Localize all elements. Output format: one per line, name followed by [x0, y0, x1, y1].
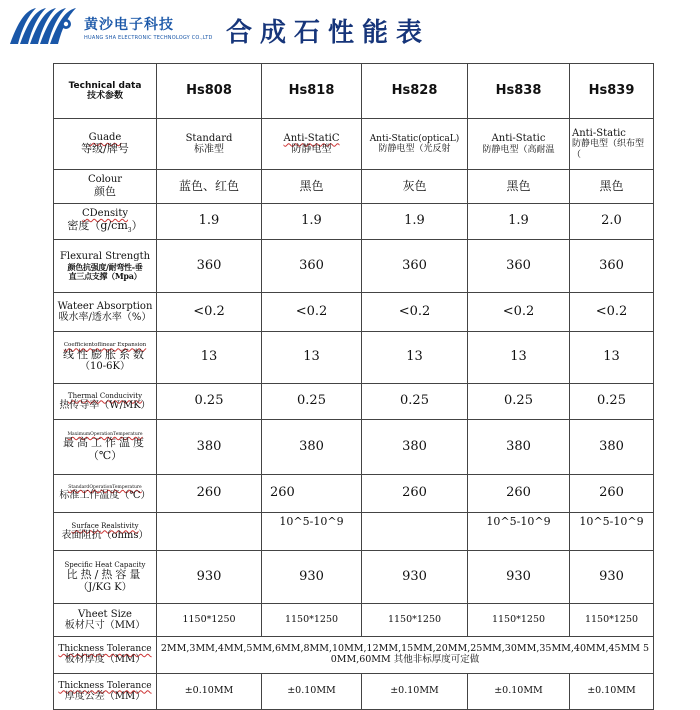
grade-en: Anti-StatiC: [283, 132, 340, 144]
logo-waves-icon: [6, 4, 78, 52]
row-label-cn2: 直三点支撑（Mpa）: [68, 270, 142, 281]
table-row-sheet-size: [54, 604, 654, 637]
grade-cn: 防静电型: [291, 144, 332, 155]
value-cell: 360: [262, 240, 362, 293]
table-row-flexural: [54, 240, 654, 293]
value-cell: 1.9: [157, 204, 262, 240]
table-header-row: [54, 64, 654, 119]
value-cell: 380: [157, 420, 262, 475]
row-label-en: Thickness Tolerance: [58, 680, 152, 691]
value-cell: 360: [570, 240, 654, 293]
grade-en: Anti-Static: [491, 133, 546, 145]
table-row-thermal-conductivity: [54, 384, 654, 420]
row-label-cell: [54, 119, 157, 170]
value-cell: 黑色: [468, 170, 570, 204]
row-label-en: Vheet Size: [78, 608, 132, 620]
value-cell: 930: [570, 551, 654, 604]
row-label-cn: 标准工作温度（℃）: [59, 490, 151, 502]
value-cell: ±0.10MM: [468, 674, 570, 710]
value-cell: 13: [468, 332, 570, 384]
value-cell: 黑色: [570, 170, 654, 204]
grade-cell: [362, 119, 468, 170]
value-cell: 1.9: [468, 204, 570, 240]
table-row-density: [54, 204, 654, 240]
value-cell: 0.25: [262, 384, 362, 420]
table-row-expansion: [54, 332, 654, 384]
row-label-en: Specific Heat Capacity: [64, 560, 146, 569]
value-cell: 黑色: [262, 170, 362, 204]
value-cell: 13: [362, 332, 468, 384]
value-cell: 930: [468, 551, 570, 604]
value-cell: <0.2: [157, 293, 262, 332]
row-label-cell: [54, 240, 157, 293]
row-label-en: Flexural Strength: [59, 251, 151, 263]
value-cell: 10^5-10^9: [570, 513, 654, 551]
row-label-cell: [54, 384, 157, 420]
value-cell: 360: [157, 240, 262, 293]
row-label-en: Surface Realstivity: [71, 521, 139, 530]
grade-cell: [157, 119, 262, 170]
row-label-en: Thermal Conducivity: [67, 391, 143, 400]
row-label-cell: [54, 293, 157, 332]
row-label-cell: [54, 420, 157, 475]
value-cell: 260: [570, 475, 654, 513]
row-label-cn2: （J/KG K）: [78, 581, 132, 593]
value-cell: 1150*1250: [157, 604, 262, 637]
row-label-cn: 吸水率/透水率（%）: [58, 312, 152, 323]
value-cell: 1150*1250: [362, 604, 468, 637]
value-cell: 1150*1250: [262, 604, 362, 637]
row-label-cn: 比热/热容量: [66, 567, 144, 581]
value-cell: 360: [362, 240, 468, 293]
value-cell: 260: [468, 475, 570, 513]
row-label-cn: 等级/牌号: [81, 142, 129, 156]
row-label-cn: 颜色: [94, 184, 116, 198]
value-cell: 260: [157, 475, 262, 513]
company-logo: [6, 4, 213, 54]
table-row-max-temperature: [54, 420, 654, 475]
table-row-surface-resistivity: [54, 513, 654, 551]
row-label-cell: [54, 204, 157, 240]
grade-en: Anti-Static: [572, 127, 626, 139]
row-label-cn: 表面阻抗（ohms）: [61, 529, 149, 541]
brand-name: 黄沙电子科技: [84, 17, 174, 33]
row-label-en: Coefficientoflinear Expansion: [63, 342, 147, 349]
row-label-cell: [54, 604, 157, 637]
row-label-cn: 颜色抗强度/耐弯性-垂: [67, 261, 143, 272]
value-cell: [362, 513, 468, 551]
value-cell: 蓝色、红色: [157, 170, 262, 204]
row-label-en: Guade: [88, 131, 122, 143]
model-header: Hs808: [157, 64, 262, 119]
row-label-cn: 线性膨胀系数: [63, 347, 147, 361]
row-label-cell: [54, 170, 157, 204]
value-cell: 0.25: [468, 384, 570, 420]
brand-subtitle: HUANG SHA ELECTRONIC TECHNOLOGY CO.,LTD: [84, 35, 213, 41]
grade-cell: [468, 119, 570, 170]
value-cell: 380: [362, 420, 468, 475]
value-cell: 930: [157, 551, 262, 604]
value-cell: 260: [362, 475, 468, 513]
row-label-cn: 厚度公差（MM）: [64, 690, 146, 702]
grade-extra: （: [572, 149, 582, 160]
header-label-cn: 技术参数: [86, 91, 123, 101]
value-cell: ±0.10MM: [570, 674, 654, 710]
spec-table: [53, 63, 654, 710]
value-cell: 1150*1250: [570, 604, 654, 637]
value-cell: 380: [570, 420, 654, 475]
value-cell: 0.25: [362, 384, 468, 420]
row-label-cn: 板材尺寸（MM）: [64, 620, 146, 631]
row-label-en: Colour: [87, 174, 123, 186]
value-cell: 930: [262, 551, 362, 604]
value-cell: 1150*1250: [468, 604, 570, 637]
table-row-specific-heat: [54, 551, 654, 604]
value-cell: 360: [468, 240, 570, 293]
grade-cell: [570, 119, 654, 170]
row-label-cn: 板材厚度（MM）: [64, 654, 146, 666]
model-header: Hs839: [570, 64, 654, 119]
value-cell: 1.9: [262, 204, 362, 240]
value-cell: 13: [570, 332, 654, 384]
value-cell: ±0.10MM: [262, 674, 362, 710]
value-cell: 2.0: [570, 204, 654, 240]
value-cell: 10^5-10^9: [468, 513, 570, 551]
header-cell-technical-data: [54, 64, 157, 119]
row-label-cn2: （10-6K）: [80, 361, 130, 373]
model-header: Hs828: [362, 64, 468, 119]
density-unit: 密度（g/cm: [67, 218, 128, 232]
value-cell: 380: [262, 420, 362, 475]
page-title: 合成石性能表: [226, 18, 431, 48]
header-label-en: Technical data: [68, 80, 142, 91]
value-cell: 13: [157, 332, 262, 384]
row-label-en: CDensity: [81, 208, 129, 220]
table-row-water-absorption: [54, 293, 654, 332]
thickness-options: 2MM,3MM,4MM,5MM,6MM,8MM,10MM,12MM,15MM,20MM,25MM,30MM,35MM,40MM,45MM 50MM,60MM 其他非标厚度可定做: [157, 637, 654, 674]
row-label-cell: [54, 637, 157, 674]
value-cell: [157, 513, 262, 551]
table-row-standard-temperature: [54, 475, 654, 513]
row-label-cn2: （℃）: [87, 448, 123, 462]
row-label-en: StandardOperationTemperature: [68, 485, 142, 491]
grade-cn: 防静电型（高耐温: [482, 144, 555, 155]
value-cell: 0.25: [157, 384, 262, 420]
table-row-thickness: [54, 637, 654, 674]
value-cell: 380: [468, 420, 570, 475]
row-label-cell: [54, 513, 157, 551]
value-cell: 10^5-10^9: [262, 513, 362, 551]
grade-en: Anti-Static(opticaL): [369, 133, 460, 144]
value-cell: ±0.10MM: [157, 674, 262, 710]
grade-cn: 标准型: [194, 144, 224, 155]
value-cell: <0.2: [362, 293, 468, 332]
table-row-grade: [54, 119, 654, 170]
grade-cn: 防静电型（织布型: [572, 139, 645, 150]
row-label-cell: [54, 332, 157, 384]
row-label-cell: [54, 475, 157, 513]
density-close: ）: [131, 218, 143, 232]
grade-en: Standard: [185, 132, 233, 144]
value-cell: 930: [362, 551, 468, 604]
row-label-cn: 热传导率（W/MK）: [59, 399, 151, 411]
row-label-en: MaximumOperationTemperature: [67, 431, 143, 437]
model-header: Hs838: [468, 64, 570, 119]
grade-cell: [262, 119, 362, 170]
value-cell: ±0.10MM: [362, 674, 468, 710]
value-cell: 灰色: [362, 170, 468, 204]
model-header: Hs818: [262, 64, 362, 119]
row-label-cn: 最高工作温度: [63, 435, 147, 449]
value-cell: 260: [262, 475, 362, 513]
table-row-colour: [54, 170, 654, 204]
value-cell: 13: [262, 332, 362, 384]
table-row-thickness-tolerance: [54, 674, 654, 710]
value-cell: <0.2: [262, 293, 362, 332]
page-header: [0, 0, 700, 58]
row-label-en: Wateer Absorption: [57, 300, 153, 312]
value-cell: <0.2: [468, 293, 570, 332]
value-cell: <0.2: [570, 293, 654, 332]
grade-cn: 防静电型（光反射: [378, 144, 451, 154]
value-cell: 1.9: [362, 204, 468, 240]
density-sub: 3: [127, 226, 132, 234]
row-label-cell: [54, 551, 157, 604]
row-label-cn: [56, 220, 154, 235]
value-cell: 0.25: [570, 384, 654, 420]
row-label-cell: [54, 674, 157, 710]
row-label-en: Thickness Tolerance: [58, 644, 152, 655]
